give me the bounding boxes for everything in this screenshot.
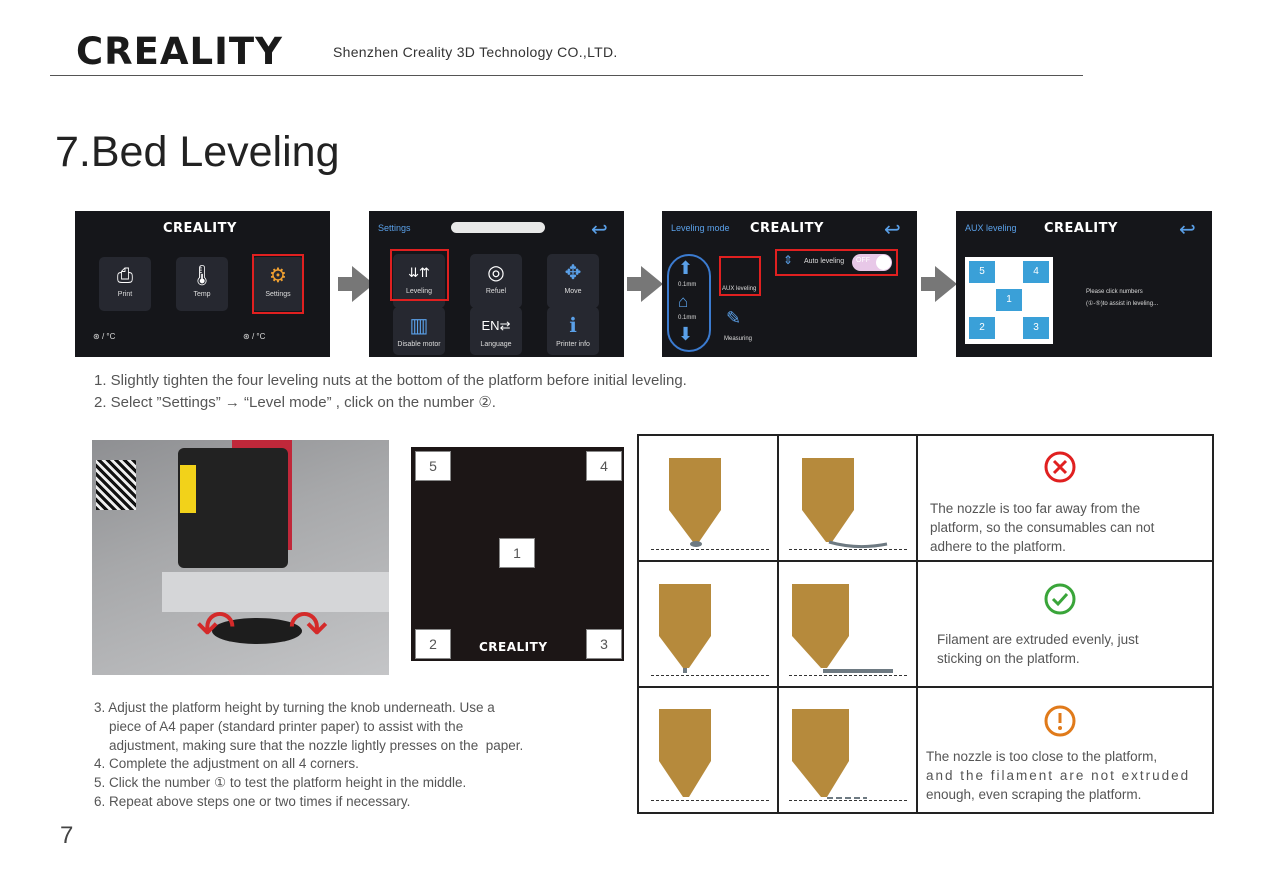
- step-up: 0.1mm: [678, 282, 697, 288]
- step-2: 2. Select ”Settings” → “Level mode” , click on the number ②.: [94, 394, 496, 411]
- header-divider: [50, 75, 1083, 76]
- bed-temp: ⊛ / °C: [243, 332, 266, 341]
- table-row-divider: [639, 686, 1212, 688]
- highlight-settings: [252, 254, 304, 314]
- tile-printer-info[interactable]: ℹ Printer info: [547, 307, 599, 355]
- aux-cell-4[interactable]: 4: [1023, 261, 1049, 283]
- measuring-icon[interactable]: ✎: [726, 308, 742, 328]
- step-3b: piece of A4 paper (standard printer paper) to assist with the: [94, 719, 464, 734]
- section-title: 7.Bed Leveling: [55, 128, 340, 176]
- info-icon: ℹ: [569, 315, 577, 337]
- nozzle-far-illustration: [649, 450, 774, 550]
- grid-number-5: 5: [415, 451, 451, 481]
- msg-just-right: Filament are extruded evenly, just sticking on the platform.: [937, 632, 1139, 666]
- tile-language[interactable]: EN⇄ Language: [470, 307, 522, 355]
- arrow-right-icon: [641, 266, 663, 302]
- down-arrow-icon[interactable]: ⬇: [678, 324, 694, 344]
- table-row-divider: [639, 560, 1212, 562]
- aux-cell-5[interactable]: 5: [969, 261, 995, 283]
- msg-too-far: The nozzle is too far away from the platform, so the consumables can not adhere to the platform.: [930, 501, 1155, 554]
- aux-cell-1[interactable]: 1: [996, 289, 1022, 311]
- step-down: 0.1mm: [678, 315, 697, 321]
- screen-logo: CREALITY: [1044, 221, 1118, 236]
- auto-leveling-toggle[interactable]: [852, 254, 892, 271]
- screen-title: AUX leveling: [965, 223, 1017, 233]
- gear-icon: ⚙: [269, 265, 287, 287]
- tile-settings[interactable]: ⚙ Settings: [252, 257, 304, 311]
- nozzle-icon: ⊛: [93, 332, 100, 341]
- screen-leveling-mode: [662, 211, 917, 357]
- tile-refuel[interactable]: ◎ Refuel: [470, 254, 522, 308]
- aux-hint-1: Please click numbers: [1086, 289, 1143, 295]
- step-4: 4. Complete the adjustment on all 4 corners.: [94, 756, 359, 771]
- home-icon[interactable]: ⌂: [678, 292, 689, 311]
- step-6: 6. Repeat above steps one or two times if necessary.: [94, 794, 411, 809]
- tile-move[interactable]: ✥ Move: [547, 254, 599, 308]
- aux-cell-3[interactable]: 3: [1023, 317, 1049, 339]
- nozzle-height-table: [637, 434, 1214, 814]
- qr-label: [96, 460, 136, 510]
- back-arrow-icon[interactable]: ↩: [591, 219, 608, 241]
- motor-icon: ▥: [409, 315, 429, 337]
- spool-icon: ◎: [487, 262, 505, 284]
- msg-too-close: The nozzle is too close to the platform, and the filament are not extruded enough, even scraping the platform.: [926, 749, 1191, 802]
- aux-leveling-label: AUX leveling: [722, 286, 757, 292]
- thermometer-icon: 🌡: [189, 265, 215, 287]
- tile-temp[interactable]: 🌡 Temp: [176, 257, 228, 311]
- aux-cell-2[interactable]: 2: [969, 317, 995, 339]
- warning-label: [180, 465, 196, 513]
- toggle-knob: [876, 255, 891, 270]
- screen-title: Leveling mode: [671, 223, 730, 233]
- nozzle-temp: ⊛ / °C: [93, 332, 116, 341]
- bed-icon: ⊛: [243, 332, 250, 341]
- nozzle-close-illustration: [649, 701, 774, 801]
- company-name: Shenzhen Creality 3D Technology CO.,LTD.: [333, 44, 618, 60]
- rotate-left-icon: ↶: [196, 602, 237, 655]
- grid-number-4: 4: [586, 451, 622, 481]
- up-arrow-icon[interactable]: ⬆: [678, 258, 694, 278]
- table-col-divider: [916, 436, 918, 812]
- grid-number-3: 3: [586, 629, 622, 659]
- back-arrow-icon[interactable]: ↩: [1179, 219, 1196, 241]
- tile-leveling[interactable]: ⇊⇈ Leveling: [393, 254, 445, 308]
- rotate-right-icon: ↷: [288, 602, 329, 655]
- screen-settings: [369, 211, 624, 357]
- screen-aux-leveling: [956, 211, 1212, 357]
- table-col-divider: [777, 436, 779, 812]
- move-icon: ✥: [564, 262, 582, 284]
- step-5: 5. Click the number ① to test the platform height in the middle.: [94, 775, 467, 790]
- step-3a: 3. Adjust the platform height by turning the knob underneath. Use a: [94, 700, 495, 715]
- step-1: 1. Slightly tighten the four leveling nuts at the bottom of the platform before initial leveling.: [94, 372, 687, 389]
- screen-title: Settings: [378, 223, 411, 233]
- printer-icon: ⎙: [117, 265, 133, 287]
- page-number: 7: [60, 822, 74, 849]
- aux-hint-2: (①-⑤)to assist in leveling...: [1086, 301, 1159, 307]
- highlight-leveling: [390, 249, 449, 301]
- back-arrow-icon[interactable]: ↩: [884, 219, 901, 241]
- creality-logo: CREALITY: [76, 30, 283, 73]
- auto-leveling-label: Auto leveling: [804, 258, 845, 265]
- tile-disable-motor[interactable]: ▥ Disable motor: [393, 307, 445, 355]
- nozzle-good-illustration: [787, 576, 912, 676]
- nozzle-far-illustration: [787, 450, 912, 550]
- screen-home: [75, 211, 330, 357]
- leveling-icon: ⇊⇈: [408, 265, 430, 280]
- updown-icon: ⇕: [783, 253, 794, 267]
- brightness-slider[interactable]: [451, 222, 545, 233]
- arrow-right-icon: [935, 266, 957, 302]
- printer-photo: [92, 440, 389, 675]
- step-3c: adjustment, making sure that the nozzle lightly presses on the paper.: [94, 738, 524, 753]
- grid-logo: CREALITY: [479, 640, 548, 654]
- tile-print[interactable]: ⎙ Print: [99, 257, 151, 311]
- nozzle-good-illustration: [649, 576, 774, 676]
- toggle-state: OFF: [856, 257, 870, 264]
- screen-logo: CREALITY: [750, 221, 824, 236]
- nozzle-close-illustration: [787, 701, 912, 801]
- leveling-grid-diagram: [411, 447, 624, 661]
- language-icon: EN⇄: [481, 318, 511, 333]
- grid-number-2: 2: [415, 629, 451, 659]
- measuring-label: Measuring: [724, 336, 753, 342]
- warning-exclamation-icon: [1043, 704, 1077, 738]
- grid-number-1: 1: [499, 538, 535, 568]
- screen-logo: CREALITY: [163, 221, 237, 236]
- check-icon: [1043, 582, 1077, 616]
- error-x-icon: [1043, 450, 1077, 484]
- aux-grid: [965, 257, 1053, 344]
